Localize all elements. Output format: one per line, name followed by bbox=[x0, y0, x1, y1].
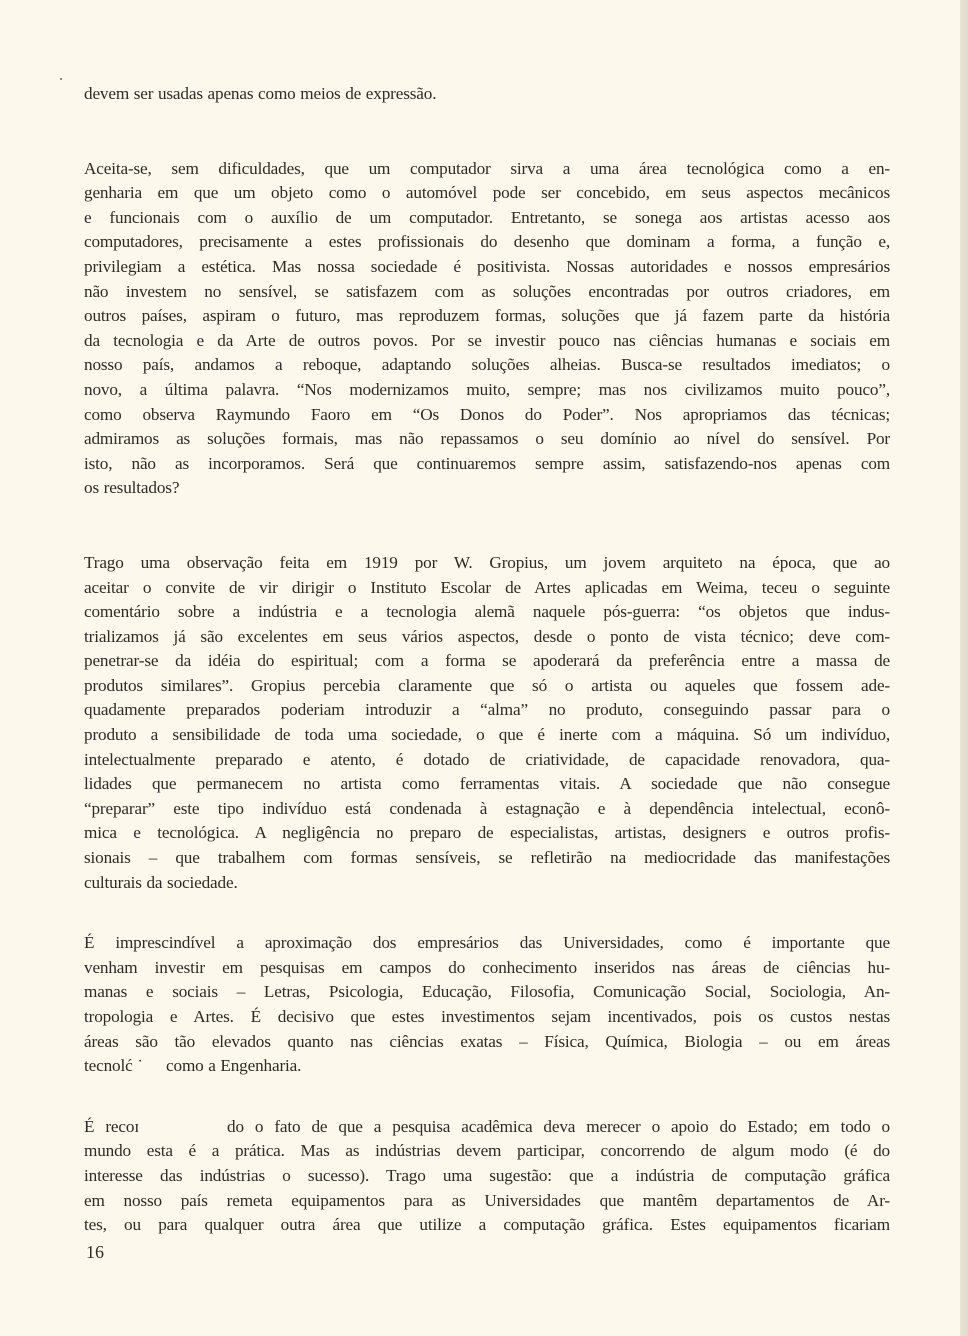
text-line: manas e sociais – Letras, Psicologia, Educação, Filosofia, Comunicação Social, Sociologia, An- bbox=[84, 982, 890, 1002]
text-line: trializamos já são excelentes em seus vários aspectos, desde o ponto de vista técnico; deve com- bbox=[84, 626, 890, 646]
text-line: aceitar o convite de vir dirigir o Instituto Escolar de Artes aplicadas em Weima, teceu o seguinte bbox=[84, 577, 890, 597]
text-line: nosso país, andamos a reboque, adaptando soluções alheias. Busca-se resultados imediatos; o bbox=[84, 355, 890, 375]
text-line: produto a sensibilidade de toda uma sociedade, o que é inerte com a máquina. Só um indivíduo, bbox=[84, 725, 890, 745]
paragraph-1 bbox=[84, 82, 890, 107]
text-line: venham investir em pesquisas em campos do conhecimento inseridos nas áreas de ciências hu- bbox=[84, 957, 890, 977]
text-line: tes, ou para qualquer outra área que utilize a computação gráfica. Estes equipamentos ficariam bbox=[84, 1215, 890, 1235]
text-line: sionais – que trabalhem com formas sensíveis, se refletirão na mediocridade das manifestações bbox=[84, 848, 890, 868]
print-speck bbox=[60, 78, 62, 80]
text-line: penetrar-se da idéia do espiritual; com a forma se apoderará da preferência entre a massa de bbox=[84, 651, 890, 671]
text-line: tropologia e Artes. É decisivo que estes investimentos sejam incentivados, pois os custos nestas bbox=[84, 1007, 890, 1026]
paragraph-5 bbox=[84, 1115, 890, 1238]
text-line: novo, a última palavra. “Nos modernizamos muito, sempre; mas nos civilizamos muito pouco”, bbox=[84, 379, 890, 399]
text-line: áreas são tão elevados quanto nas ciências exatas – Física, Química, Biologia – ou em áreas bbox=[84, 1031, 890, 1051]
text-line: intelectualmente preparado e atento, é dotado de criatividade, de capacidade renovadora, qua- bbox=[84, 749, 890, 769]
text-line: e funcionais com o auxílio de um computador. Entretanto, se sonega aos artistas acesso aos bbox=[84, 207, 890, 227]
text-line: privilegiam a estética. Mas nossa sociedade é positivista. Nossas autoridades e nossos empresários bbox=[84, 256, 890, 276]
text-line: quadamente preparados poderiam introduzir a “alma” no produto, conseguindo passar para o bbox=[84, 700, 890, 720]
text-line: em nosso país remeta equipamentos para as Universidades que mantêm departamentos de Ar- bbox=[84, 1190, 890, 1210]
text-line: outros países, aspiram o futuro, mas reproduzem formas, soluções que já fazem parte da história bbox=[84, 306, 890, 326]
text-line: mica e tecnológica. A negligência no preparo de especialistas, artistas, designers e outros profis- bbox=[84, 823, 890, 843]
text-line: lidades que permanecem no artista como ferramentas vitais. A sociedade que não consegue bbox=[84, 774, 890, 794]
text-line: tecnolć ˙ como a Engenharia. bbox=[84, 1056, 302, 1076]
text-line: interesse das indústrias o sucesso). Trago uma sugestão: que a indústria de computação gráfica bbox=[84, 1165, 890, 1185]
text-line: produtos similares”. Gropius percebia claramente que só o artista ou aqueles que fossem ade- bbox=[84, 675, 890, 695]
paragraph-2 bbox=[84, 157, 890, 501]
text-line: É imprescindível a aproximação dos empresários das Universidades, como é importante que bbox=[84, 933, 890, 953]
text-line: isto, não as incorporamos. Será que continuaremos sempre assim, satisfazendo-nos apenas com bbox=[84, 453, 890, 473]
text-line: da tecnologia e da Arte de outros povos. Por se investir pouco nas ciências humanas e sociais em bbox=[84, 330, 890, 350]
text-line: “preparar” este tipo indivíduo está condenada à estagnação e à dependência intelectual, econô- bbox=[84, 798, 890, 818]
paragraph-4 bbox=[84, 931, 890, 1079]
paragraph-3 bbox=[84, 551, 890, 895]
text-line: computadores, precisamente a estes profissionais do desenho que dominam a forma, a função e, bbox=[84, 232, 890, 252]
page-body bbox=[84, 82, 890, 1238]
text-line: os resultados? bbox=[84, 478, 180, 498]
text-line: comentário sobre a indústria e a tecnologia alemã naquele pós-guerra: “os objetos que indus- bbox=[84, 602, 890, 622]
text-line: culturais da sociedade. bbox=[84, 872, 238, 892]
text-line: admiramos as soluções formais, mas não repassamos o seu domínio ao nível do sensível. Por bbox=[84, 429, 890, 449]
text-line: Aceita-se, sem dificuldades, que um computador sirva a uma área tecnológica como a en- bbox=[84, 158, 890, 178]
text-line: Trago uma observação feita em 1919 por W. Gropius, um jovem arquiteto na época, que ao bbox=[84, 552, 890, 572]
page-number: 16 bbox=[86, 1242, 104, 1262]
text-line: É recoɪ do o fato de que a pesquisa acadêmica deva merecer o apoio do Estado; em todo o bbox=[84, 1116, 890, 1136]
text-line: devem ser usadas apenas como meios de expressão. bbox=[84, 84, 437, 103]
text-line: como observa Raymundo Faoro em “Os Donos do Poder”. Nos apropriamos das técnicas; bbox=[84, 404, 890, 424]
page-edge-shadow bbox=[960, 0, 968, 1336]
text-line: genharia em que um objeto como o automóvel pode ser concebido, em seus aspectos mecânicos bbox=[84, 183, 890, 203]
text-line: não investem no sensível, se satisfazem com as soluções encontradas por outros criadores, em bbox=[84, 281, 890, 301]
text-line: mundo esta é a prática. Mas as indústrias devem participar, concorrendo de algum modo (é do bbox=[84, 1141, 890, 1161]
